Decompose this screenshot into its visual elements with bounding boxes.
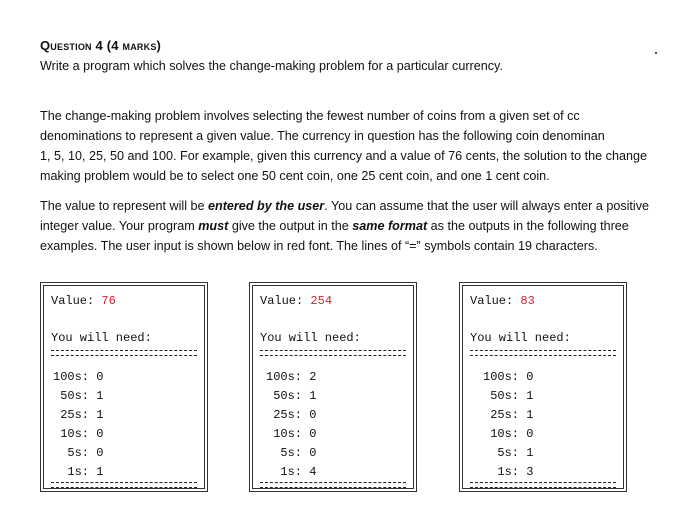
- coin-row: 10s: 0: [266, 427, 317, 441]
- coin-row: 25s: 1: [53, 408, 104, 422]
- question-title: [40, 38, 161, 53]
- para2-line-1: [40, 196, 649, 216]
- coin-row: 10s: 0: [483, 427, 534, 441]
- question-subtitle: Write a program which solves the change-making problem for a particular currency.: [40, 59, 503, 73]
- value-line: [260, 294, 332, 308]
- example-box-2: [249, 282, 417, 492]
- example-box-1: [40, 282, 208, 492]
- para1-line-1: The change-making problem involves selecting the fewest number of coins from a given set of cc: [40, 109, 580, 123]
- coin-row: 10s: 0: [53, 427, 104, 441]
- para2-emphasis-user: entered by the user: [208, 199, 325, 213]
- example-box-frame: [252, 285, 414, 489]
- para2-emphasis-must: must: [198, 219, 229, 233]
- equals-rule-bottom: [470, 482, 616, 488]
- equals-rule-bottom: [51, 482, 197, 488]
- example-box-frame: [43, 285, 205, 489]
- coin-row: 1s: 4: [266, 465, 317, 479]
- need-label: You will need:: [51, 331, 152, 345]
- coin-row: 100s: 2: [266, 370, 317, 384]
- para2-text: give the output in the: [228, 219, 353, 233]
- coin-row: 50s: 1: [483, 389, 534, 403]
- user-input-value: 76: [101, 294, 116, 308]
- question-heading: Question 4 (4 marks): [40, 38, 162, 53]
- coin-row: 50s: 1: [266, 389, 317, 403]
- coin-row: 5s: 1: [483, 446, 534, 460]
- example-box-3: [459, 282, 627, 492]
- para2-text: The value to represent will be: [40, 199, 209, 213]
- coin-row: 100s: 0: [483, 370, 534, 384]
- para1-line-3: 1, 5, 10, 25, 50 and 100. For example, given this currency and a value of 76 cents, the solution to the change: [40, 149, 647, 163]
- para1-line-4: making problem would be to select one 50 cent coin, one 25 cent coin, and one 1 cent coin.: [40, 169, 550, 183]
- coin-row: 25s: 1: [483, 408, 534, 422]
- para2-line-2: [40, 216, 629, 236]
- user-input-value: 254: [310, 294, 333, 308]
- para2-text: integer value. Your program: [40, 219, 199, 233]
- value-line: [470, 294, 535, 308]
- para1-line-2: denominations to represent a given value. The currency in question has the following coin denominan: [40, 129, 605, 143]
- para2-text: . You can assume that the user will always enter a positive: [324, 199, 650, 213]
- para2-text: as the outputs in the following three: [427, 219, 629, 233]
- equals-rule-top: [51, 350, 197, 356]
- coin-row: 100s: 0: [53, 370, 104, 384]
- equals-rule-top: [470, 350, 616, 356]
- coin-row: 1s: 1: [53, 465, 104, 479]
- coin-row: 1s: 3: [483, 465, 534, 479]
- user-input-value: 83: [520, 294, 535, 308]
- need-label: You will need:: [260, 331, 361, 345]
- coin-row: 5s: 0: [53, 446, 104, 460]
- value-label: Value:: [260, 294, 311, 308]
- equals-rule-bottom: [260, 482, 406, 488]
- coin-row: 50s: 1: [53, 389, 104, 403]
- coin-row: 25s: 0: [266, 408, 317, 422]
- need-label: You will need:: [470, 331, 571, 345]
- stray-mark: [655, 52, 657, 54]
- para2-line-3: examples. The user input is shown below in red font. The lines of “=” symbols contain 19 characters.: [40, 239, 598, 253]
- para2-emphasis-format: same format: [352, 219, 428, 233]
- example-box-frame: [462, 285, 624, 489]
- value-label: Value:: [470, 294, 521, 308]
- coin-row: 5s: 0: [266, 446, 317, 460]
- equals-rule-top: [260, 350, 406, 356]
- value-line: [51, 294, 116, 308]
- value-label: Value:: [51, 294, 102, 308]
- examples-container: [40, 282, 660, 494]
